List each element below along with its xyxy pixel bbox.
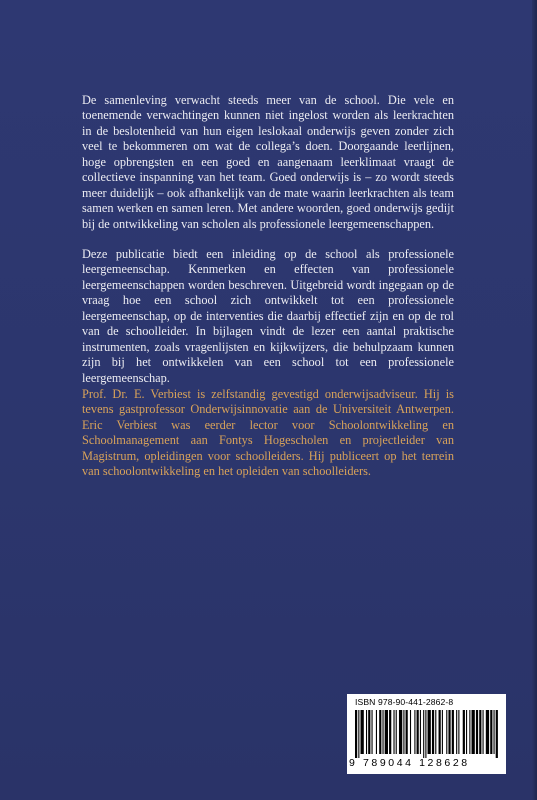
barcode-bar — [458, 710, 459, 754]
barcode-bar — [463, 710, 465, 754]
barcode-bar — [494, 710, 495, 754]
barcode-bar — [355, 710, 357, 758]
ean-digits: 9 789044 128628 — [349, 757, 470, 769]
barcode-bar — [382, 710, 383, 754]
barcode-bar — [417, 710, 419, 754]
barcode-bar — [439, 710, 441, 754]
barcode-bar — [456, 710, 457, 754]
barcode-bar — [361, 710, 364, 754]
cover-edge — [532, 0, 537, 800]
barcode-bar — [442, 710, 443, 754]
barcode-bar — [469, 710, 470, 754]
barcode-bar — [393, 710, 394, 754]
barcode-bar — [399, 710, 402, 754]
barcode-bar — [423, 710, 424, 758]
barcode-bar — [483, 710, 484, 754]
barcode-bar — [420, 710, 421, 754]
barcode-bar — [406, 710, 408, 754]
barcode-bar — [428, 710, 431, 754]
barcode-bar — [371, 710, 372, 754]
barcode-bar — [389, 710, 391, 754]
barcode-bar — [414, 710, 415, 754]
barcode-bar — [379, 710, 381, 754]
isbn-label: ISBN 978-90-441-2862-8 — [355, 697, 454, 707]
barcode-bar — [496, 710, 498, 758]
barcode-bar — [486, 710, 489, 754]
barcode-bar — [410, 710, 411, 754]
barcode-panel — [347, 694, 506, 774]
barcode-bar — [376, 710, 377, 754]
barcode-bar — [479, 710, 481, 754]
barcode-bars — [355, 710, 499, 758]
barcode-bar — [368, 710, 370, 754]
author-bio: Prof. Dr. E. Verbiest is zelfstandig gevestigd onderwijsadviseur. Hij is tevens gastprofessor Onderwijsinnovatie aan de Universiteit Antwerpen. Eric Verbiest was eerder lector voor Schoolontwikkeling en Schoolmanagement aan Fontys Hogescholen en projectleider van Magistrum, opleidingen voor schoolleiders. Hij publiceert op het terrein van schoolontwikkeling en het opleiden van schoolleiders. — [82, 387, 454, 479]
barcode-bar — [358, 710, 359, 758]
barcode-bar — [366, 710, 367, 754]
barcode-bar — [472, 710, 475, 754]
description-paragraph-2: Deze publicatie biedt een inleiding op de school als professionele leergemeenschap. Kenmerken en effecten van professionele leergemeenschappen worden beschreven. Uitgebreid wordt ingegaan op de vraag hoe een school zich ontwikkelt tot een professionele leergemeenschap, op de interventies die daarbij effectief zijn en op de rol van de schoolleider. In bijlagen vindt de lezer een aantal praktische instrumenten, zoals vragenlijsten en kijkwijzers, die behulpzaam kunnen zijn bij het ontwikkelen van een school tot een professionele leergemeenschap. — [82, 247, 454, 385]
barcode-bar — [466, 710, 467, 754]
barcode-bar — [435, 710, 436, 754]
barcode-bar — [448, 710, 450, 754]
barcode-bar — [446, 710, 447, 754]
barcode-bar — [396, 710, 397, 754]
barcode-bar — [403, 710, 404, 754]
barcode-bar — [425, 710, 426, 758]
barcode-bar — [490, 710, 492, 754]
description-paragraph-1: De samenleving verwacht steeds meer van de school. Die vele en toenemende verwachtingen kunnen niet ingelost worden als leerkrachten in de beslotenheid van hun eigen leslokaal onderwijs geven zonder zich veel te bekommeren om wat de collega’s doen. Doorgaande leerlijnen, hoge opbrengsten en een goed en aangenaam leerklimaat vraagt de collectieve inspanning van het team. Goed onderwijs is – zo wordt steeds meer duidelijk – ook afhankelijk van de mate waarin leerkrachten als team samen werken en samen leren. Met andere woorden, goed onderwijs gedijt bij de ontwikkeling van scholen als professionele leergemeenschappen. — [82, 93, 454, 231]
barcode-bar — [432, 710, 434, 754]
barcode-bar — [476, 710, 478, 754]
barcode-bar — [452, 710, 454, 754]
barcode-bar — [385, 710, 388, 754]
